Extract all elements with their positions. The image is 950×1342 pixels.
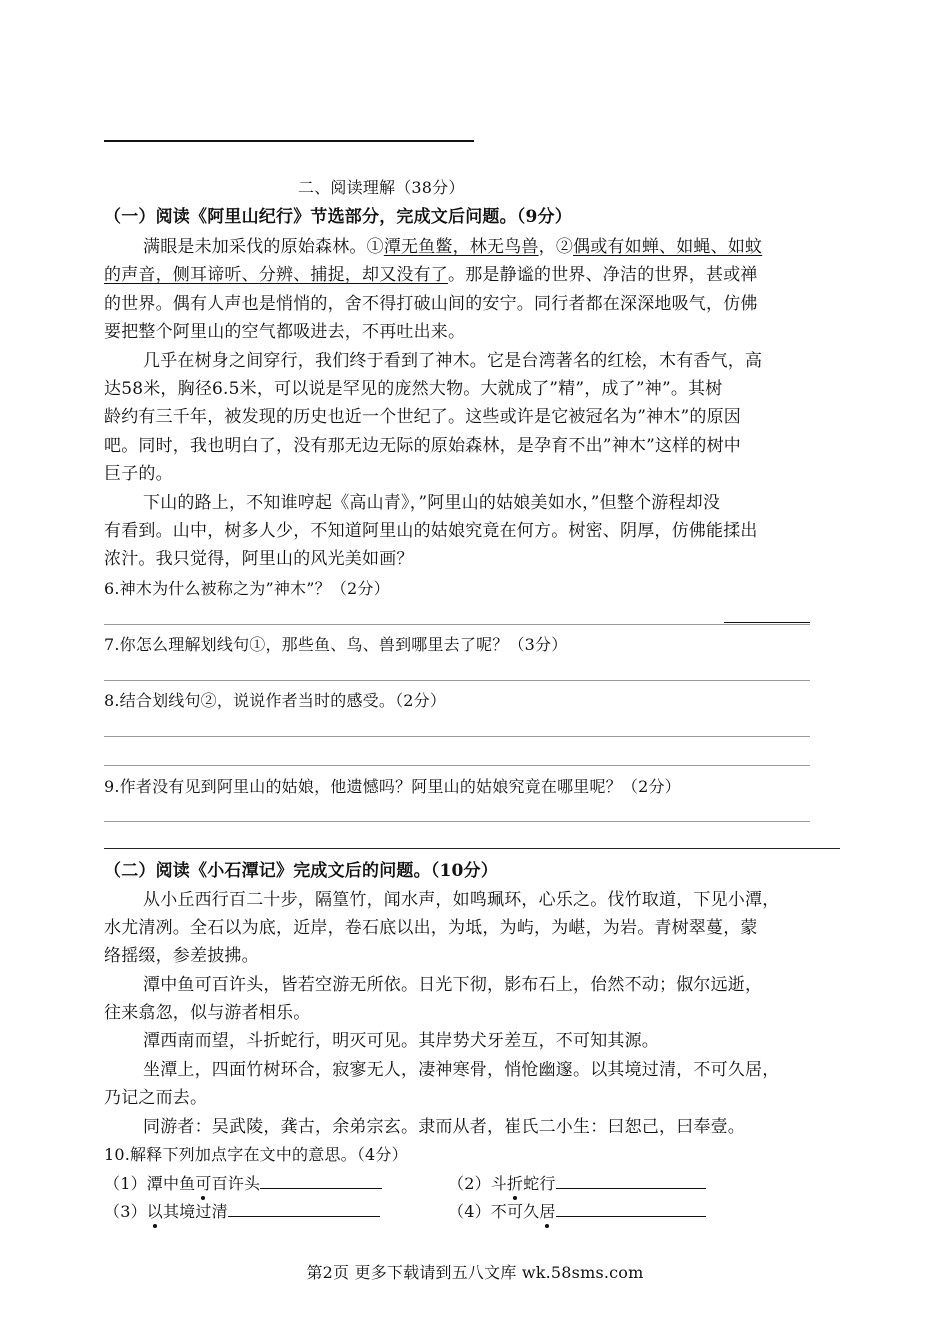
part1-heading: （一）阅读《阿里山纪行》节选部分，完成文后问题。（9分） (104, 207, 572, 227)
question-8: 8.结合划线句②，说说作者当时的感受。（2分） (104, 691, 447, 710)
top-rule (104, 140, 474, 142)
answer-blank[interactable] (260, 1170, 382, 1189)
answer-line-8a (104, 736, 810, 737)
answer-blank[interactable] (556, 1170, 706, 1189)
question-10: 10.解释下列加点字在文中的意思。（4分） (104, 1145, 408, 1164)
part2-p1-line2: 水尤清冽。全石以为底，近岸，卷石底以出，为坻，为屿，为嵁，为岩。青树翠蔓，蒙 (104, 918, 758, 938)
part1-p3-line1: 下山的路上，不知谁哼起《高山青》，”阿里山的姑娘美如水，”但整个游程却没 (143, 493, 721, 513)
question-6: 6.神木为什么被称之为”神木”？（2分） (104, 579, 390, 598)
part1-p2-line3: 龄约有三千年，被发现的历史也近一个世纪了。这些或许是它被冠名为”神木”的原因 (104, 407, 741, 427)
part1-p1-line3: 的世界。偶有人声也是悄悄的，舍不得打破山间的安宁。同行者都在深深地吸气，仿佛 (104, 294, 758, 314)
q10-item-4: （4）不可久居 (448, 1198, 706, 1223)
part2-p4-line2: 乃记之而去。 (104, 1088, 208, 1108)
part2-p4-line1: 坐潭上，四面竹树环合，寂寥无人，凄神寒骨，悄怆幽邃。以其境过清，不可久居， (143, 1060, 780, 1080)
section-title: 二、阅读理解（38分） (298, 178, 465, 197)
section-divider (104, 848, 840, 849)
part1-p1-line2: 的声音，侧耳谛听、分辨、捕捉，却又没有了。那是静谧的世界、净洁的世界，甚或禅 (104, 265, 758, 285)
part1-p2-line2: 达58米，胸径6.5米，可以说是罕见的庞然大物。大就成了”精”，成了”神”。其树 (104, 379, 723, 399)
part2-p5-line1: 同游者：吴武陵，龚古，余弟宗玄。隶而从者，崔氏二小生：曰恕己，曰奉壹。 (143, 1117, 745, 1137)
dotted-char: 折 (506, 1174, 524, 1193)
dotted-char: 可 (195, 1174, 212, 1193)
part1-p1-line1: 满眼是未加采伐的原始森林。①潭无鱼鳖，林无鸟兽，②偶或有如蝉、如蝇、如蚊 (143, 237, 763, 257)
answer-blank[interactable] (556, 1198, 706, 1217)
part1-p2-line4: 吧。同时，我也明白了，没有那无边无际的原始森林，是孕育不出”神木”这样的树中 (104, 436, 741, 456)
answer-line-8b (104, 765, 810, 766)
part2-p1-line1: 从小丘西行百二十步，隔篁竹，闻水声，如鸣珮环，心乐之。伐竹取道，下见小潭， (143, 890, 780, 910)
answer-line-9 (104, 821, 810, 822)
dotted-char: 以 (146, 1202, 163, 1221)
answer-line-6 (104, 624, 810, 625)
dotted-char: 居 (539, 1202, 556, 1221)
underlined-sentence-2a: 偶或有如蝉、如蝇、如蚊 (573, 237, 763, 257)
part2-heading: （二）阅读《小石潭记》完成文后的问题。（10分） (104, 861, 498, 881)
part2-p3-line1: 潭西南而望，斗折蛇行，明灭可见。其岸势犬牙差互，不可知其源。 (143, 1031, 659, 1051)
part1-p3-line2: 有看到。山中，树多人少，不知道阿里山的姑娘究竟在何方。树密、阴厚，仿佛能揉出 (104, 521, 758, 541)
q10-item-3: （3）以其境过清 (104, 1198, 380, 1223)
part2-p2-line2: 往来翕忽，似与游者相乐。 (104, 1003, 311, 1023)
part2-p1-line3: 络摇缀，参差披拂。 (104, 946, 259, 966)
part1-p2-line5: 巨子的。 (104, 464, 173, 484)
part1-p1-line4: 要把整个阿里山的空气都吸进去，不再吐出来。 (104, 322, 466, 342)
question-7: 7.你怎么理解划线句①，那些鱼、鸟、兽到哪里去了呢？（3分） (104, 635, 568, 654)
q10-item-1: （1）潭中鱼可百许头 (104, 1170, 382, 1195)
underlined-sentence-2b: 的声音，侧耳谛听、分辨、捕捉，却又没有了 (104, 265, 448, 285)
q10-item-2: （2）斗折蛇行 (448, 1170, 706, 1195)
answer-line-7 (104, 680, 810, 681)
part1-p3-line3: 浓汁。我只觉得，阿里山的风光美如画？ (104, 549, 414, 569)
part2-p2-line1: 潭中鱼可百许头，皆若空游无所依。日光下彻，影布石上，佁然不动；俶尔远逝， (143, 975, 763, 995)
part1-p2-line1: 几乎在树身之间穿行，我们终于看到了神木。它是台湾著名的红桧，木有香气，高 (143, 351, 763, 371)
answer-blank[interactable] (228, 1198, 380, 1217)
question-9: 9.作者没有见到阿里山的姑娘，他遗憾吗？阿里山的姑娘究竟在哪里呢？（2分） (104, 777, 681, 796)
underlined-sentence-1: 潭无鱼鳖，林无鸟兽 (383, 237, 539, 257)
page-footer: 第2页 更多下载请到五八文库 wk.58sms.com (306, 1263, 644, 1282)
answer-line-6-dark (724, 622, 810, 623)
